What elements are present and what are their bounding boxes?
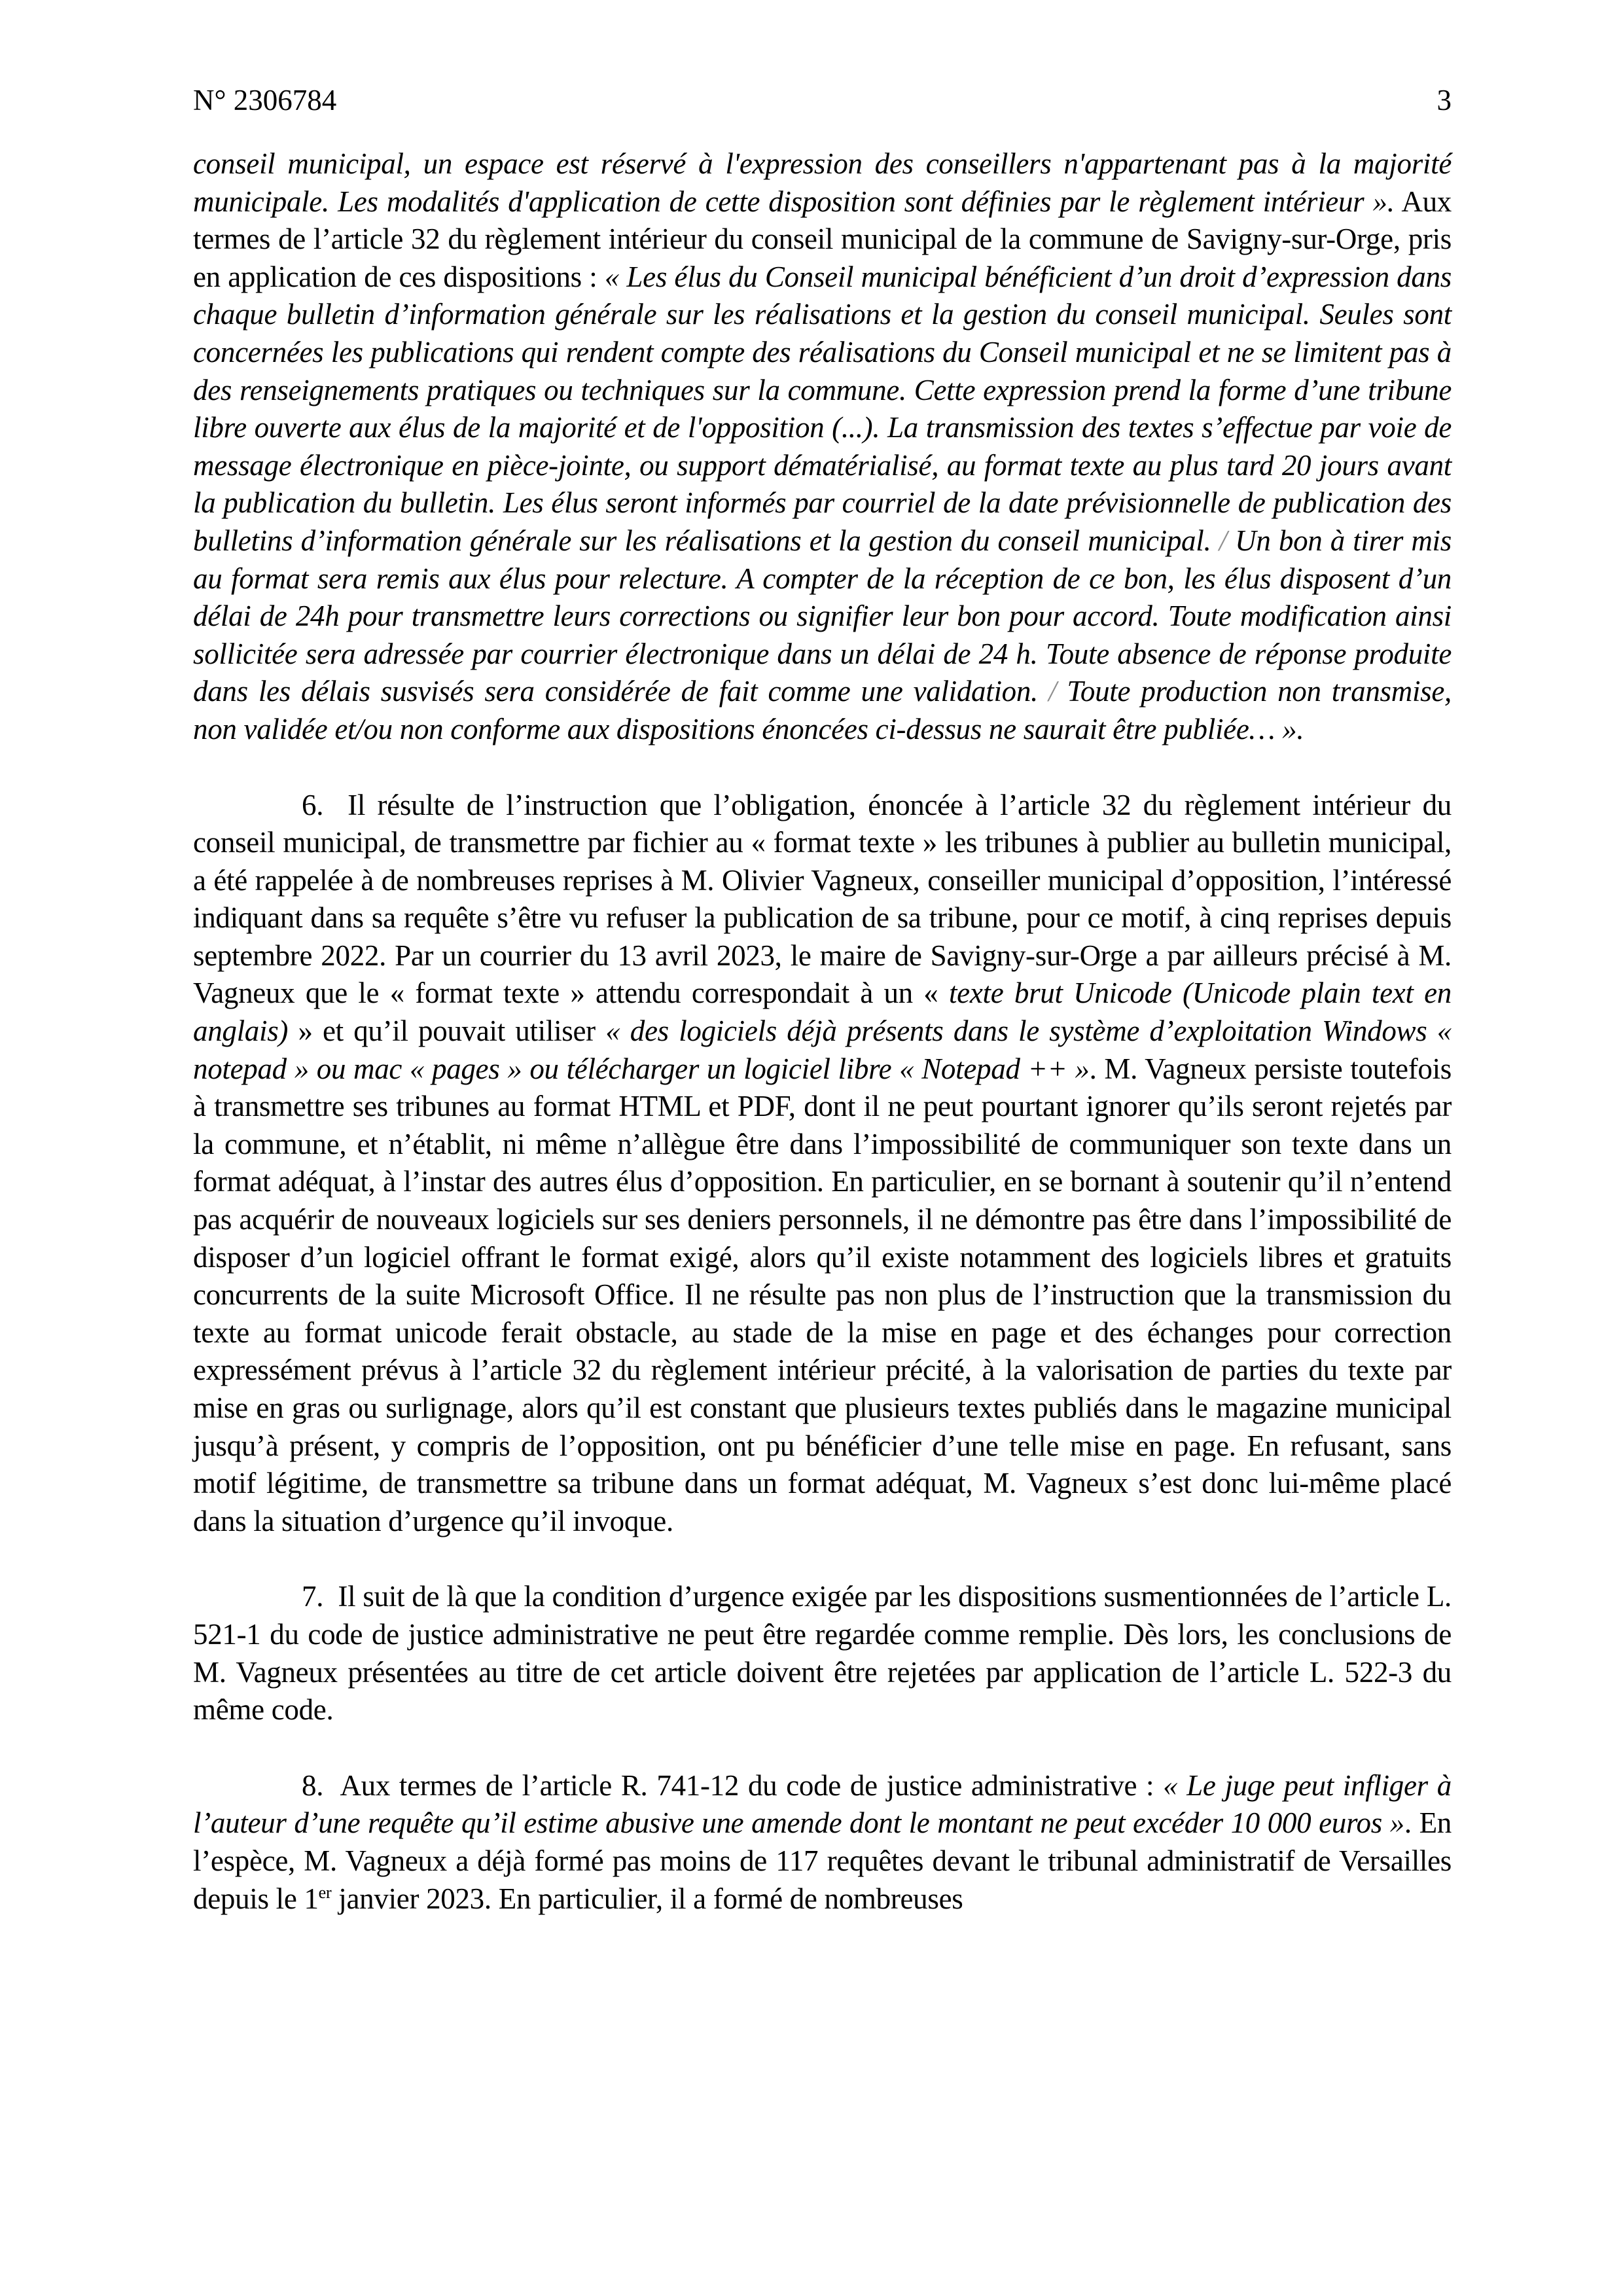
text-run: « des logiciels déjà présents dans le système d’exploitation Windows « notepad » ou mac « pages » ou télécharger un logiciel libre « Notepad ++ » xyxy=(193,1014,1452,1085)
text-run: « Le juge peut infliger à l’auteur d’une requête qu’il estime abusive une amende dont le montant ne peut excéder 10 000 euros » xyxy=(193,1768,1452,1840)
text-run: 7. Il suit de là que la condition d’urgence exigée par les dispositions susmentionnées de l’article L. 521-1 du code de justice administrative ne peut être regardée comme remplie. Dès lors, les conclusions de M. Vagneux présentées au titre de cet article doivent être rejetées par application de l’article L. 522-3 du même code. xyxy=(193,1580,1452,1727)
text-run: » et qu’il pouvait utiliser xyxy=(288,1014,606,1048)
text-run: Aux termes de l’article 32 du règlement intérieur du conseil municipal de la commune de Savigny-sur-Orge, pris en application de ces dispositions : xyxy=(193,185,1452,293)
paragraph-3 xyxy=(193,1578,1452,1729)
text-run: « Les élus du Conseil municipal bénéficient d’un droit d’expression dans chaque bulletin d’information générale sur les réalisations et la gestion du conseil municipal. Seules sont concernées les publications qui rendent compte des réalisations du Conseil municipal et ne se limitent pas à des renseignements pratiques ou techniques sur la commune. Cette expression prend la forme d’une tribune libre ouverte aux élus de la majorité et de l'opposition (...). La transmission des textes s’effectue par voie de message électronique en pièce-jointe, ou support dématérialisé, au format texte au plus tard 20 jours avant la publication du bulletin. Les élus seront informés par courriel de la date prévisionnelle de publication des bulletins d’information générale sur les réalisations et la gestion du conseil municipal. xyxy=(193,260,1452,557)
text-run: 8. Aux termes de l’article R. 741-12 du code de justice administrative : xyxy=(302,1768,1164,1802)
text-run: . M. Vagneux persiste toutefois à transmettre ses tribunes au format HTML et PDF, dont il ne peut pourtant ignorer qu’ils seront rejetés par la commune, et n’établit, ni même n’allègue être dans l’impossibilité de communiquer son texte dans un format adéquat, à l’instar des autres élus d’opposition. En particulier, en se bornant à soutenir qu’il n’entend pas acquérir de nouveaux logiciels sur ses deniers personnels, il ne démontre pas être dans l’impossibilité de disposer d’un logiciel offrant le format exigé, alors qu’il existe notamment des logiciels libres et gratuits concurrents de la suite Microsoft Office. Il ne résulte pas non plus de l’instruction que la transmission du texte au format unicode ferait obstacle, au stade de la mise en page et des échanges pour correction expressément prévus à l’article 32 du règlement intérieur précité, à la valorisation de parties du texte par mise en gras ou surlignage, alors qu’il est constant que plusieurs textes publiés dans le magazine municipal jusqu’à présent, y compris de l’opposition, ont pu bénéficier d’une telle mise en page. En refusant, sans motif légitime, de transmettre sa tribune dans un format adéquat, M. Vagneux s’est donc lui-même placé dans la situation d’urgence qu’il invoque. xyxy=(193,1052,1452,1537)
text-run: er xyxy=(318,1882,332,1902)
text-run: conseil municipal, un espace est réservé à l'expression des conseillers n'appartenant pas à la majorité municipale. Les modalités d'application de cette disposition sont définies par le règlement intérieur ». xyxy=(193,147,1452,218)
text-run: Un bon à tirer mis au format sera remis aux élus pour relecture. A compter de la réception de ce bon, les élus disposent d’un délai de 24h pour transmettre leurs corrections ou signifier leur bon pour accord. Toute modification ainsi sollicitée sera adressée par courrier électronique dans un délai de 24 h. Toute absence de réponse produite dans les délais susvisés sera considérée de fait comme une validation. xyxy=(193,524,1452,708)
text-run: janvier 2023. En particulier, il a formé de nombreuses xyxy=(331,1882,963,1915)
paragraph-2 xyxy=(193,787,1452,1541)
paragraph-1 xyxy=(193,145,1452,749)
text-run: . En l’espèce, M. Vagneux a déjà formé pas moins de 117 requêtes devant le tribunal administratif de Versailles depuis le 1 xyxy=(193,1806,1452,1915)
paragraph-4 xyxy=(193,1767,1452,1918)
document-body xyxy=(193,145,1452,1918)
page-header xyxy=(193,84,1452,117)
case-number: N° 2306784 xyxy=(193,84,337,117)
text-run: 6. Il résulte de l’instruction que l’obligation, énoncée à l’article 32 du règlement intérieur du conseil municipal, de transmettre par fichier au « format texte » les tribunes à publier au bulletin municipal, a été rappelée à de nombreuses reprises à M. Olivier Vagneux, conseiller municipal d’opposition, l’intéressé indiquant dans sa requête s’être vu refuser la publication de sa tribune, pour ce motif, à cinq reprises depuis septembre 2022. Par un courrier du 13 avril 2023, le maire de Savigny-sur-Orge a par ailleurs précisé à M. Vagneux que le « format texte » attendu correspondait à un « xyxy=(193,788,1452,1010)
page-number: 3 xyxy=(1436,84,1452,117)
text-run: / xyxy=(1219,524,1227,557)
text-run: Toute production non transmise, non validée et/ou non conforme aux dispositions énoncées ci-dessus ne saurait être publiée… ». xyxy=(193,675,1452,745)
text-run: texte brut Unicode (Unicode plain text en anglais) xyxy=(193,977,1452,1048)
text-run: / xyxy=(1048,675,1057,708)
